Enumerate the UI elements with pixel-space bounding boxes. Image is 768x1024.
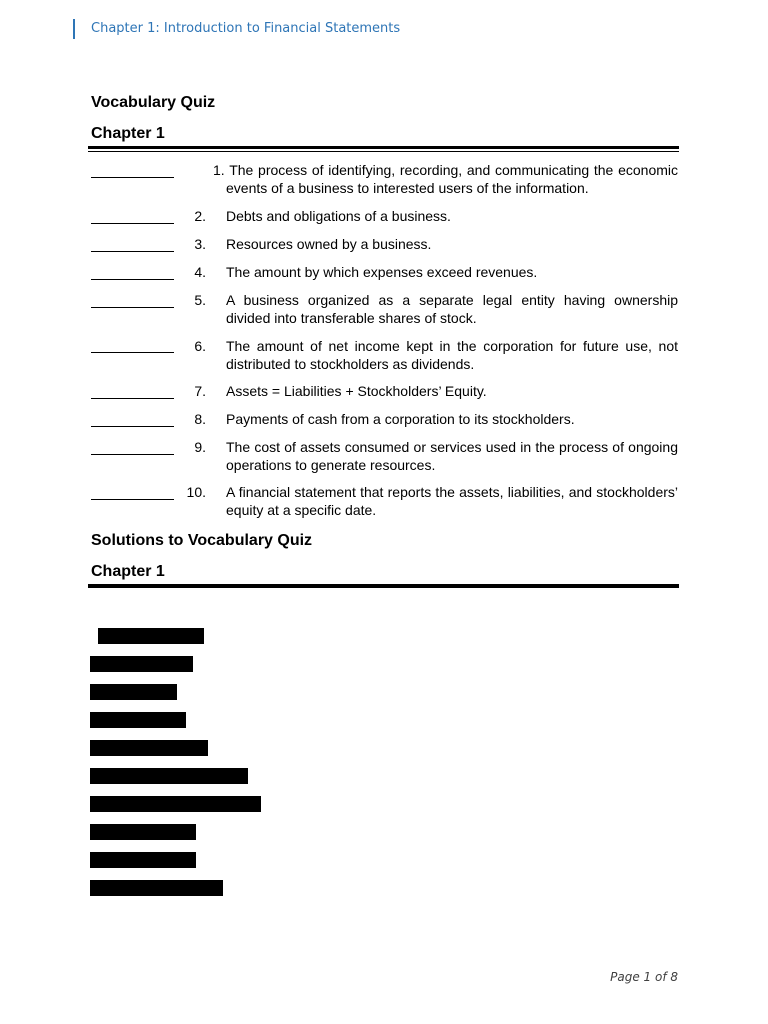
question-number: 9. <box>194 439 206 455</box>
question-number: 8. <box>194 411 206 427</box>
question-number: 5. <box>194 292 206 308</box>
redacted-answer <box>90 684 177 700</box>
answer-blank[interactable] <box>91 454 174 455</box>
redacted-answer <box>90 768 248 784</box>
answer-blank[interactable] <box>91 177 174 178</box>
question-number: 6. <box>194 338 206 354</box>
solutions-title: Solutions to Vocabulary Quiz <box>91 532 313 549</box>
question-text: Payments of cash from a corporation to its stockholders. <box>226 411 575 427</box>
redacted-answer <box>90 824 196 840</box>
answer-blank[interactable] <box>91 251 174 252</box>
redacted-answer <box>90 740 208 756</box>
question-1 <box>213 161 678 197</box>
answer-blank[interactable] <box>91 426 174 427</box>
solutions-chapter-heading: Chapter 1 <box>91 563 165 580</box>
question-number: 7. <box>194 383 206 399</box>
question-text: The amount by which expenses exceed revenues. <box>226 264 538 280</box>
redacted-answer <box>98 628 204 644</box>
question-text: The cost of assets consumed or services used in the process of ongoing operations to generate resources. <box>226 439 678 473</box>
quiz-title: Vocabulary Quiz <box>91 94 216 111</box>
question-number: 3. <box>194 236 206 252</box>
quiz-chapter-heading: Chapter 1 <box>91 125 165 142</box>
question-number: 1. <box>213 162 225 178</box>
question-number: 10. <box>186 484 206 500</box>
answer-blank[interactable] <box>91 223 174 224</box>
question-text: A financial statement that reports the assets, liabilities, and stockholders’ equity at a specific date. <box>226 484 678 518</box>
solutions-heading-rule <box>88 584 679 588</box>
question-text: The process of identifying, recording, and communicating the economic events of a business to interested users of the information. <box>226 162 679 196</box>
redacted-answer <box>90 852 196 868</box>
answer-blank[interactable] <box>91 398 174 399</box>
redacted-answer <box>90 712 186 728</box>
redacted-answer <box>90 880 223 896</box>
redacted-answer <box>90 796 261 812</box>
question-text: The amount of net income kept in the corporation for future use, not distributed to stockholders as dividends. <box>226 338 678 372</box>
question-text: Resources owned by a business. <box>226 236 432 252</box>
running-header: Chapter 1: Introduction to Financial Statements <box>73 19 400 39</box>
question-number: 2. <box>194 208 206 224</box>
question-text: Assets = Liabilities + Stockholders’ Equity. <box>226 383 487 399</box>
question-text: A business organized as a separate legal entity having ownership divided into transferable shares of stock. <box>226 292 678 326</box>
page-number: Page 1 of 8 <box>610 970 678 984</box>
answer-blank[interactable] <box>91 279 174 280</box>
answer-blank[interactable] <box>91 307 174 308</box>
question-number: 4. <box>194 264 206 280</box>
redacted-answer <box>90 656 193 672</box>
question-text: Debts and obligations of a business. <box>226 208 451 224</box>
quiz-heading-rule <box>88 146 679 152</box>
answer-blank[interactable] <box>91 352 174 353</box>
answer-blank[interactable] <box>91 499 174 500</box>
